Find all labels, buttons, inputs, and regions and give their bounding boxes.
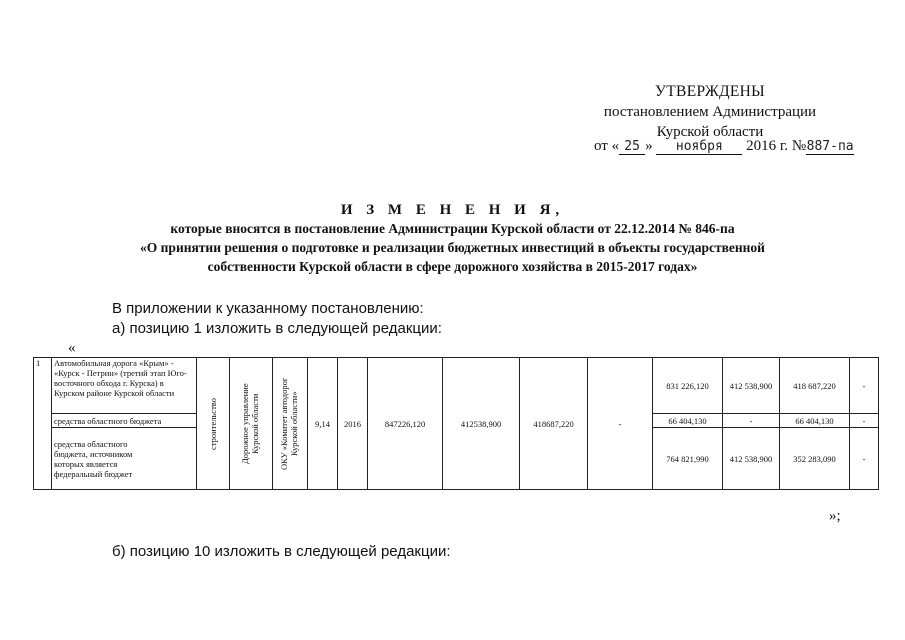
intro-paragraph: В приложении к указанному постановлению: xyxy=(112,300,424,317)
investment-table xyxy=(33,357,879,490)
row3-v1: 764 821,990 xyxy=(653,428,723,490)
approval-line3: Курской области xyxy=(656,124,764,140)
cost-total-cell: 847226,120 xyxy=(368,358,443,490)
row3-v4: - xyxy=(850,428,879,490)
row2-label: средства областного бюджета xyxy=(52,414,197,428)
capacity-cell: 9,14 xyxy=(308,358,338,490)
date-year: 2016 г. xyxy=(746,138,789,154)
date-month: ноября xyxy=(656,139,742,155)
row2-v3: 66 404,130 xyxy=(780,414,850,428)
doc-subtitle-line1: которые вносятся в постановление Администрации Курской области от 22.12.2014 № 846-па xyxy=(170,221,735,236)
date-mid: » xyxy=(645,138,653,154)
open-quote: « xyxy=(68,340,76,356)
row2-v2: - xyxy=(723,414,780,428)
date-day: 25 xyxy=(619,139,645,155)
number-prefix: № xyxy=(791,138,807,154)
customer-cell xyxy=(230,358,273,490)
doc-number: 887-па xyxy=(806,139,854,154)
developer-cell xyxy=(273,358,308,490)
cost-b-cell: 418687,220 xyxy=(520,358,588,490)
row1-v2: 412 538,900 xyxy=(723,358,780,414)
customer-text: Дорожное управление Курской области xyxy=(240,383,260,464)
item-a-paragraph: а) позицию 1 изложить в следующей редакции: xyxy=(112,320,442,337)
item-b-paragraph: б) позицию 10 изложить в следующей редакции: xyxy=(112,543,451,560)
date-prefix: от « xyxy=(594,138,620,154)
row1-v4: - xyxy=(850,358,879,414)
row3-v2: 412 538,900 xyxy=(723,428,780,490)
approval-line2: постановлением Администрации xyxy=(603,104,817,120)
cost-dash-cell: - xyxy=(588,358,653,490)
close-quote: »; xyxy=(829,508,841,524)
row1-v1: 831 226,120 xyxy=(653,358,723,414)
row2-v1: 66 404,130 xyxy=(653,414,723,428)
work-type-text: строительство xyxy=(208,397,218,450)
approval-title: УТВЕРЖДЕНЫ xyxy=(655,83,765,100)
doc-subtitle-line3: собственности Курской области в сфере дорожного хозяйства в 2015-2017 годах» xyxy=(207,259,698,274)
cost-a-cell: 412538,900 xyxy=(443,358,520,490)
doc-title: И З М Е Н Е Н И Я, xyxy=(340,202,565,218)
row2-v4: - xyxy=(850,414,879,428)
year-cell: 2016 xyxy=(338,358,368,490)
object-name-cell: Автомобильная дорога «Крым» - «Курск - Петрин» (третий этап Юго-восточного обхода г. Курска) в Курском районе Курской области xyxy=(52,358,197,414)
row3-v3: 352 283,090 xyxy=(780,428,850,490)
developer-text: ОКУ «Комитет автодорог Курской области» xyxy=(279,377,299,470)
row3-label: средства областного бюджета, источником которых является федеральный бюджет xyxy=(52,428,197,490)
row1-v3: 418 687,220 xyxy=(780,358,850,414)
row-number: 1 xyxy=(34,358,52,490)
doc-subtitle-line2: «О принятии решения о подготовке и реализации бюджетных инвестиций в объекты государственной xyxy=(140,240,765,255)
approval-date-line xyxy=(594,138,854,155)
approval-block xyxy=(560,82,860,142)
work-type-cell xyxy=(197,358,230,490)
